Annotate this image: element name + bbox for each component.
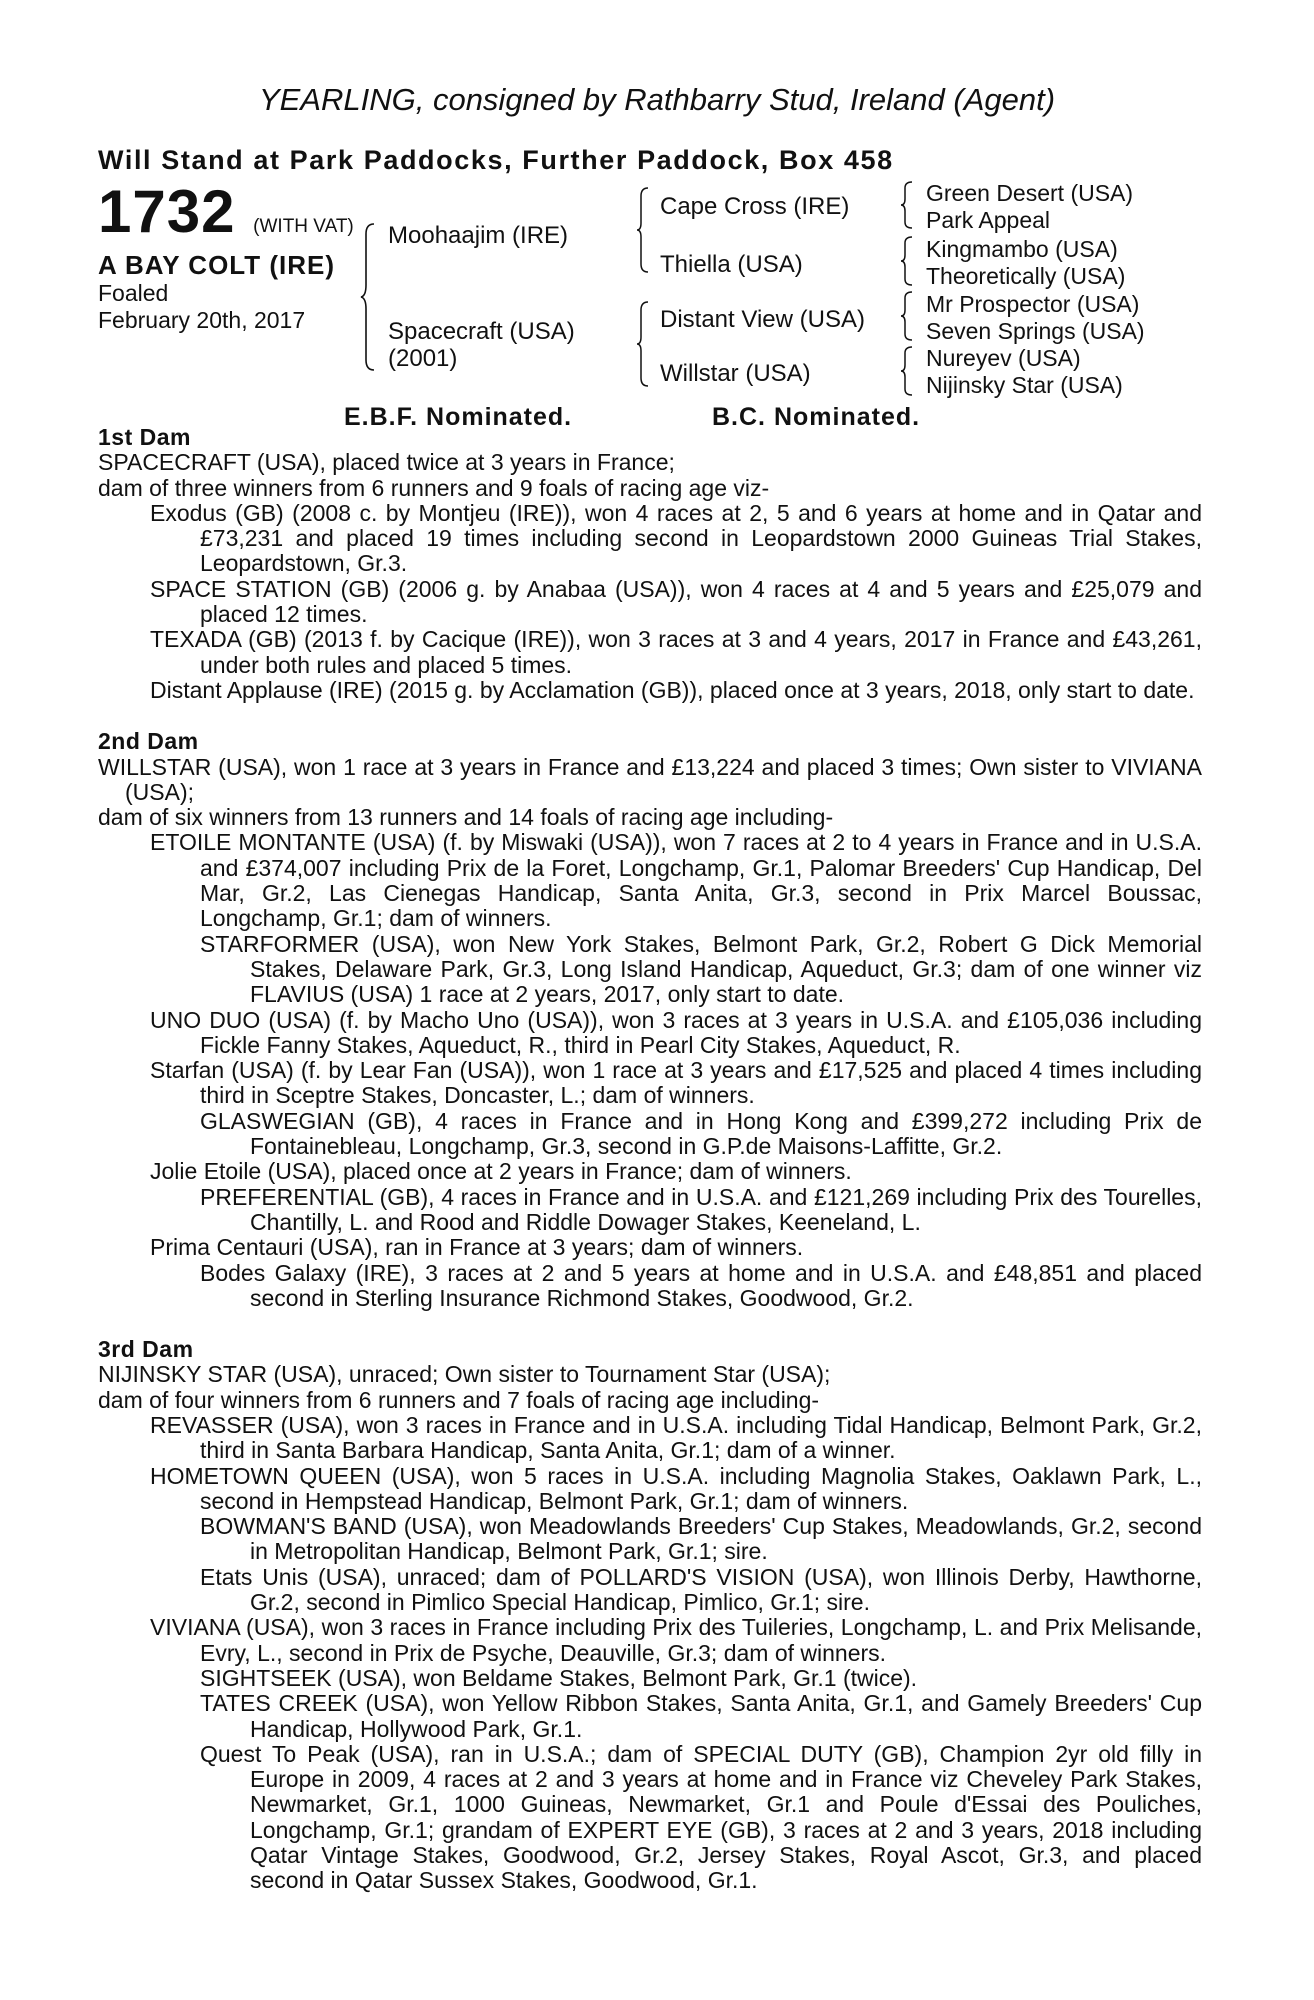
pedigree-brace-g3-3 bbox=[900, 290, 914, 342]
pedigree-brace-dam bbox=[636, 300, 650, 388]
produce-entry: Jolie Etoile (USA), placed once at 2 years in France; dam of winners. bbox=[150, 1158, 852, 1185]
pedigree-dam: Spacecraft (USA) bbox=[388, 318, 575, 345]
catalogue-body bbox=[98, 425, 1202, 1894]
third-dam-produce-summary: dam of four winners from 6 runners and 7 foals of racing age including- bbox=[98, 1386, 820, 1413]
pedigree-dam-sire: Distant View (USA) bbox=[660, 306, 865, 333]
lot-number-value: 1732 bbox=[98, 178, 236, 245]
produce-sub-entry: BOWMAN'S BAND (USA), won Meadowlands Breeders' Cup Stakes, Meadowlands, Gr.2, second in Metropolitan Handicap, Belmont Park, Gr.1; sire. bbox=[200, 1513, 1202, 1565]
pedigree-g3-5: Mr Prospector (USA) bbox=[926, 291, 1140, 317]
pedigree-g3-3: Kingmambo (USA) bbox=[926, 236, 1118, 262]
produce-sub-entry: TATES CREEK (USA), won Yellow Ribbon Stakes, Santa Anita, Gr.1, and Gamely Breeders' Cup Handicap, Hollywood Park, Gr.1. bbox=[200, 1690, 1202, 1742]
pedigree-brace-g3-1 bbox=[900, 180, 914, 230]
second-dam-produce-summary: dam of six winners from 13 runners and 14 foals of racing age including- bbox=[98, 804, 834, 831]
produce-sub-entry: Etats Unis (USA), unraced; dam of POLLARD'S VISION (USA), won Illinois Derby, Hawthorne, Gr.2, second in Pimlico Special Handicap, Pimlico, Gr.1; sire. bbox=[200, 1563, 1202, 1616]
pedigree-brace-g3-4 bbox=[900, 345, 914, 397]
produce-entry: SPACE STATION (GB) (2006 g. by Anabaa (USA)), won 4 races at 4 and 5 years and £25,079 and placed 12 times. bbox=[150, 575, 1202, 628]
produce-entry: Exodus (GB) (2008 c. by Montjeu (IRE)), won 4 races at 2, 5 and 6 years at home and in Qatar and £73,231 and placed 19 times including second in Leopardstown 2000 Guineas Trial Stakes, Leopardstown, Gr.3. bbox=[150, 499, 1202, 577]
produce-sub-entry: SIGHTSEEK (USA), won Beldame Stakes, Belmont Park, Gr.1 (twice). bbox=[200, 1664, 918, 1691]
third-dam-heading: 3rd Dam bbox=[98, 1336, 194, 1363]
bc-nominated: B.C. Nominated. bbox=[712, 403, 921, 431]
pedigree-dam-dam: Willstar (USA) bbox=[660, 360, 811, 387]
produce-entry: Starfan (USA) (f. by Lear Fan (USA)), won 1 race at 3 years and £17,525 and placed 4 times including third in Sceptre Stakes, Doncaster, L.; dam of winners. bbox=[150, 1057, 1202, 1109]
foaled-date: February 20th, 2017 bbox=[98, 307, 306, 333]
pedigree-g3-8: Nijinsky Star (USA) bbox=[926, 372, 1123, 398]
pedigree-brace-g3-2 bbox=[900, 235, 914, 287]
first-dam-line: SPACECRAFT (USA), placed twice at 3 years in France; bbox=[98, 449, 675, 476]
pedigree-sire-sire: Cape Cross (IRE) bbox=[660, 193, 850, 220]
pedigree-brace-sire-dam bbox=[360, 222, 376, 372]
pedigree-brace-sire bbox=[636, 186, 650, 274]
produce-entry: TEXADA (GB) (2013 f. by Cacique (IRE)), won 3 races at 3 and 4 years, 2017 in France and £43,261, under both rules and placed 5 times. bbox=[150, 626, 1202, 678]
pedigree-g3-1: Green Desert (USA) bbox=[926, 180, 1134, 206]
produce-entry: HOMETOWN QUEEN (USA), won 5 races in U.S.A. including Magnolia Stakes, Oaklawn Park, L., second in Hempstead Handicap, Belmont Park, Gr.1; dam of winners. bbox=[150, 1462, 1202, 1514]
produce-entry: Distant Applause (IRE) (2015 g. by Acclamation (GB)), placed once at 3 years, 2018, only start to date. bbox=[150, 676, 1195, 703]
box-location: Will Stand at Park Paddocks, Further Paddock, Box 458 bbox=[98, 145, 894, 175]
produce-entry: VIVIANA (USA), won 3 races in France including Prix des Tuileries, Longchamp, L. and Prix Melisande, Evry, L., second in Prix de Psyche, Deauville, Gr.3; dam of winners. bbox=[150, 1614, 1202, 1666]
pedigree-g3-4: Theoretically (USA) bbox=[926, 263, 1126, 289]
third-dam-line: NIJINSKY STAR (USA), unraced; Own sister to Tournament Star (USA); bbox=[98, 1361, 831, 1388]
lot-number bbox=[98, 178, 354, 245]
pedigree-sire: Moohaajim (IRE) bbox=[388, 222, 569, 249]
produce-sub-entry: PREFERENTIAL (GB), 4 races in France and in U.S.A. and £121,269 including Prix des Tourelles, Chantilly, L. and Rood and Riddle Dowager Stakes, Keeneland, L. bbox=[200, 1183, 1202, 1235]
produce-sub-entry: Quest To Peak (USA), ran in U.S.A.; dam of SPECIAL DUTY (GB), Champion 2yr old filly in Europe in 2009, 4 races at 2 and 3 years at home and in France viz Cheveley Park Stakes, Newmarket, Gr.1, 1000 Guineas, Newmarket, Gr.1 and Poule d'Essai des Pouliches, Longchamp, Gr.1; grandam of EXPERT EYE (GB), 3 races at 2 and 3 years, 2018 including Qatar Vintage Stakes, Goodwood, Gr.2, Jersey Stakes, Royal Ascot, Gr.3, and placed second in Qatar Sussex Stakes, Goodwood, Gr.1. bbox=[200, 1740, 1202, 1894]
produce-sub-entry: STARFORMER (USA), won New York Stakes, Belmont Park, Gr.2, Robert G Dick Memorial Stakes, Delaware Park, Gr.3, Long Island Handicap, Aqueduct, Gr.3; dam of one winner viz FLAVIUS (USA) 1 race at 2 years, 2017, only start to date. bbox=[200, 930, 1202, 1008]
produce-entry: UNO DUO (USA) (f. by Macho Uno (USA)), won 3 races at 3 years in U.S.A. and £105,036 including Fickle Fanny Stakes, Aqueduct, R., third in Pearl City Stakes, Aqueduct, R. bbox=[150, 1006, 1202, 1058]
pedigree-sire-dam: Thiella (USA) bbox=[660, 251, 803, 278]
ebf-nominated: E.B.F. Nominated. bbox=[344, 403, 573, 431]
foaled-label: Foaled bbox=[98, 280, 169, 306]
pedigree-dam-year: (2001) bbox=[388, 345, 458, 372]
spacer bbox=[98, 703, 1202, 729]
produce-entry: ETOILE MONTANTE (USA) (f. by Miswaki (USA)), won 7 races at 2 to 4 years in France and in U.S.A. and £374,007 including Prix de la Foret, Longchamp, Gr.1, Palomar Breeders' Cup Handicap, Del Mar, Gr.2, Las Cienegas Handicap, Santa Anita, Gr.3, second in Prix Marcel Boussac, Longchamp, Gr.1; dam of winners. bbox=[150, 829, 1202, 932]
consignment-line: YEARLING, consigned by Rathbarry Stud, Ireland (Agent) bbox=[258, 82, 1056, 117]
first-dam-produce-summary: dam of three winners from 6 runners and 9 foals of racing age viz- bbox=[98, 474, 770, 501]
second-dam-heading: 2nd Dam bbox=[98, 728, 199, 755]
first-dam-heading: 1st Dam bbox=[98, 424, 191, 450]
pedigree-g3-6: Seven Springs (USA) bbox=[926, 318, 1145, 344]
vat-note: (WITH VAT) bbox=[253, 216, 354, 237]
horse-description: A BAY COLT (IRE) bbox=[98, 250, 336, 280]
spacer bbox=[98, 1311, 1202, 1337]
produce-sub-entry: Bodes Galaxy (IRE), 3 races at 2 and 5 years at home and in U.S.A. and £48,851 and placed second in Sterling Insurance Richmond Stakes, Goodwood, Gr.2. bbox=[200, 1259, 1202, 1311]
produce-entry: REVASSER (USA), won 3 races in France and in U.S.A. including Tidal Handicap, Belmont Park, Gr.2, third in Santa Barbara Handicap, Santa Anita, Gr.1; dam of a winner. bbox=[150, 1411, 1202, 1464]
produce-sub-entry: GLASWEGIAN (GB), 4 races in France and in Hong Kong and £399,272 including Prix de Fontainebleau, Longchamp, Gr.3, second in G.P.de Maisons-Laffitte, Gr.2. bbox=[200, 1107, 1202, 1160]
pedigree-g3-2: Park Appeal bbox=[926, 207, 1051, 233]
second-dam-line: WILLSTAR (USA), won 1 race at 3 years in France and £13,224 and placed 3 times; Own sister to VIVIANA (USA); bbox=[98, 753, 1202, 805]
produce-entry: Prima Centauri (USA), ran in France at 3 years; dam of winners. bbox=[150, 1234, 804, 1261]
pedigree-g3-7: Nureyev (USA) bbox=[926, 345, 1081, 371]
